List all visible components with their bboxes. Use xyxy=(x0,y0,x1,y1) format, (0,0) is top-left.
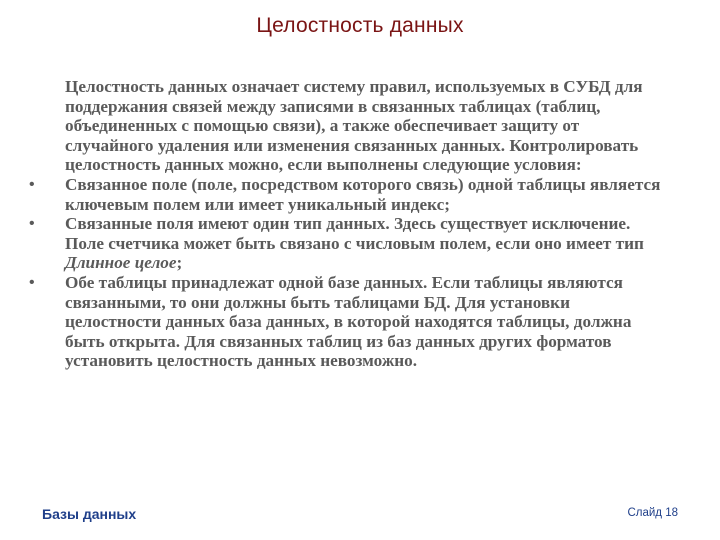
bullet-text: Связанное поле (поле, посредством которого связь) одной таблицы является ключевым полем или имеет уникальный индекс; xyxy=(65,174,661,214)
bullet-text: Связанные поля имеют один тип данных. Здесь существует исключение. Поле счетчика может быть связано с числовым полем, если оно имеет тип xyxy=(65,214,644,253)
bullet-text: Обе таблицы принадлежат одной базе данных. Если таблицы являются связанными, то они должны быть таблицами БД. Для установки целостности данных база данных, в которой находятся таблицы, должна быть открыта. Для связанных таблиц из баз данных других форматов установить целостность данных невозможно. xyxy=(65,272,632,371)
footer-course-title: Базы данных xyxy=(42,506,137,522)
intro-paragraph: Целостность данных означает систему правил, используемых в СУБД для поддержания связей между записями в связанных таблицах (таблиц, объединенных с помощью связи), а также обеспечивает защиту от случайного удаления или изменения связанных данных. Контролировать целостность данных можно, если выполнены следующие условия: xyxy=(65,77,643,175)
bullet-emphasis: Длинное целое xyxy=(65,253,177,273)
bullet-icon: • xyxy=(29,215,35,233)
bullet-icon: • xyxy=(29,273,35,291)
slide-title: Целостность данных xyxy=(256,14,464,37)
bullet-list xyxy=(29,174,665,371)
bullet-text-end: ; xyxy=(176,253,183,273)
bullet-icon: • xyxy=(29,175,35,193)
bullet-item-3 xyxy=(29,272,665,371)
slide-number: Слайд 18 xyxy=(627,507,678,519)
bullet-item-1 xyxy=(29,174,665,214)
slide-body xyxy=(29,77,665,371)
bullet-item-2 xyxy=(29,214,665,273)
